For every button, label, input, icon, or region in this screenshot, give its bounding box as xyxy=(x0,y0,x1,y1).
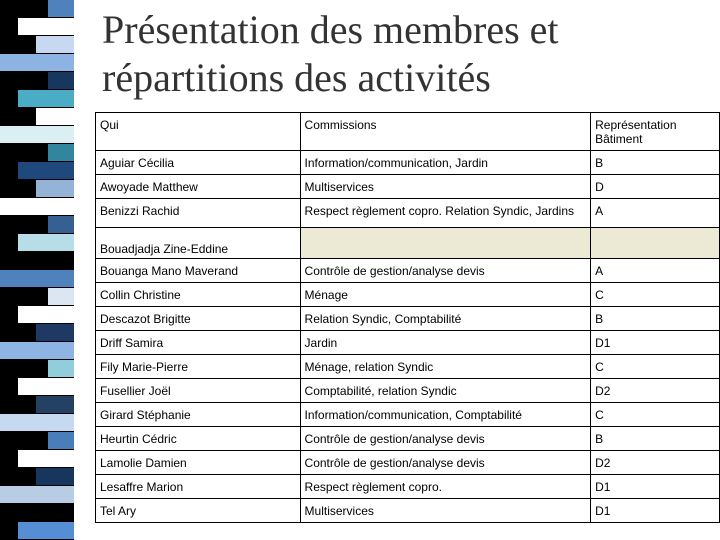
stripe-cell xyxy=(0,486,74,504)
member-building: D1 xyxy=(591,475,720,499)
member-commissions: Comptabilité, relation Syndic xyxy=(300,379,591,403)
member-name: Bouanga Mano Maverand xyxy=(96,259,301,283)
header-representation-batiment: Représentation Bâtiment xyxy=(591,113,720,151)
member-building: C xyxy=(591,283,720,307)
table-row xyxy=(96,379,720,403)
slide-title-line-1: Présentation des membres et xyxy=(102,7,559,52)
member-building: D2 xyxy=(591,379,720,403)
stripe-cell xyxy=(48,0,74,18)
header-commissions: Commissions xyxy=(300,113,591,151)
member-building: D2 xyxy=(591,451,720,475)
member-building: C xyxy=(591,403,720,427)
table-row xyxy=(96,499,720,523)
stripe-cell xyxy=(48,360,74,378)
header-qui: Qui xyxy=(96,113,301,151)
stripe-cell xyxy=(18,306,74,324)
stripe-cell xyxy=(48,288,74,306)
stripe-cell xyxy=(0,54,74,72)
stripe-cell xyxy=(0,414,74,432)
member-building: B xyxy=(591,427,720,451)
table-row xyxy=(96,175,720,199)
stripe-cell xyxy=(36,324,74,342)
table-row xyxy=(96,199,720,228)
member-commissions: Jardin xyxy=(300,331,591,355)
member-name: Heurtin Cédric xyxy=(96,427,301,451)
stripe-cell xyxy=(0,198,74,216)
member-name: Driff Samira xyxy=(96,331,301,355)
stripe-cell xyxy=(48,216,74,234)
member-building: B xyxy=(591,307,720,331)
stripe-cell xyxy=(18,378,74,396)
stripe-cell xyxy=(0,342,74,360)
member-name: Lesaffre Marion xyxy=(96,475,301,499)
member-commissions: Contrôle de gestion/analyse devis xyxy=(300,451,591,475)
stripe-cell xyxy=(48,72,74,90)
member-building: D1 xyxy=(591,331,720,355)
member-name: Benizzi Rachid xyxy=(96,199,301,228)
member-name: Tel Ary xyxy=(96,499,301,523)
member-commissions: Contrôle de gestion/analyse devis xyxy=(300,427,591,451)
decorative-stripe-bar xyxy=(0,0,74,540)
member-name: Fily Marie-Pierre xyxy=(96,355,301,379)
stripe-cell xyxy=(18,234,74,252)
stripe-cell xyxy=(48,432,74,450)
stripe-cell xyxy=(48,504,74,522)
stripe-cell xyxy=(36,108,74,126)
table-row xyxy=(96,228,720,259)
member-commissions xyxy=(300,228,591,259)
member-name: Collin Christine xyxy=(96,283,301,307)
member-commissions: Multiservices xyxy=(300,175,591,199)
slide-title-line-2: répartitions des activités xyxy=(102,55,491,100)
table-row xyxy=(96,259,720,283)
table-row xyxy=(96,283,720,307)
stripe-cell xyxy=(36,36,74,54)
table-row xyxy=(96,427,720,451)
member-commissions: Respect règlement copro. Relation Syndic, Jardins xyxy=(300,199,591,228)
table-row xyxy=(96,451,720,475)
member-name: Lamolie Damien xyxy=(96,451,301,475)
stripe-cell xyxy=(18,522,74,540)
stripe-cell xyxy=(36,468,74,486)
stripe-cell xyxy=(36,396,74,414)
member-commissions: Multiservices xyxy=(300,499,591,523)
member-name: Descazot Brigitte xyxy=(96,307,301,331)
member-building: B xyxy=(591,151,720,175)
table-header-row xyxy=(96,113,720,151)
member-commissions: Information/communication, Comptabilité xyxy=(300,403,591,427)
table-row xyxy=(96,307,720,331)
slide-title xyxy=(102,6,702,102)
table-row xyxy=(96,403,720,427)
member-name: Bouadjadja Zine-Eddine xyxy=(96,228,301,259)
stripe-cell xyxy=(18,90,74,108)
member-building: C xyxy=(591,355,720,379)
table-row xyxy=(96,151,720,175)
member-name: Aguiar Cécilia xyxy=(96,151,301,175)
member-commissions: Contrôle de gestion/analyse devis xyxy=(300,259,591,283)
table-row xyxy=(96,355,720,379)
member-building: D1 xyxy=(591,499,720,523)
stripe-cell xyxy=(18,162,74,180)
member-building: D xyxy=(591,175,720,199)
member-building: A xyxy=(591,199,720,228)
stripe-cell xyxy=(48,144,74,162)
stripe-cell xyxy=(18,18,74,36)
stripe-cell xyxy=(0,126,74,144)
member-name: Fusellier Joël xyxy=(96,379,301,403)
member-building: A xyxy=(591,259,720,283)
stripe-cell xyxy=(0,270,74,288)
table-row xyxy=(96,331,720,355)
member-commissions: Ménage, relation Syndic xyxy=(300,355,591,379)
member-commissions: Respect règlement copro. xyxy=(300,475,591,499)
stripe-cell xyxy=(18,450,74,468)
member-commissions: Relation Syndic, Comptabilité xyxy=(300,307,591,331)
member-name: Awoyade Matthew xyxy=(96,175,301,199)
stripe-cell xyxy=(36,180,74,198)
member-name: Girard Stéphanie xyxy=(96,403,301,427)
stripe-cell xyxy=(36,252,74,270)
member-commissions: Information/communication, Jardin xyxy=(300,151,591,175)
members-table xyxy=(95,112,720,523)
member-building xyxy=(591,228,720,259)
table-row xyxy=(96,475,720,499)
member-commissions: Ménage xyxy=(300,283,591,307)
